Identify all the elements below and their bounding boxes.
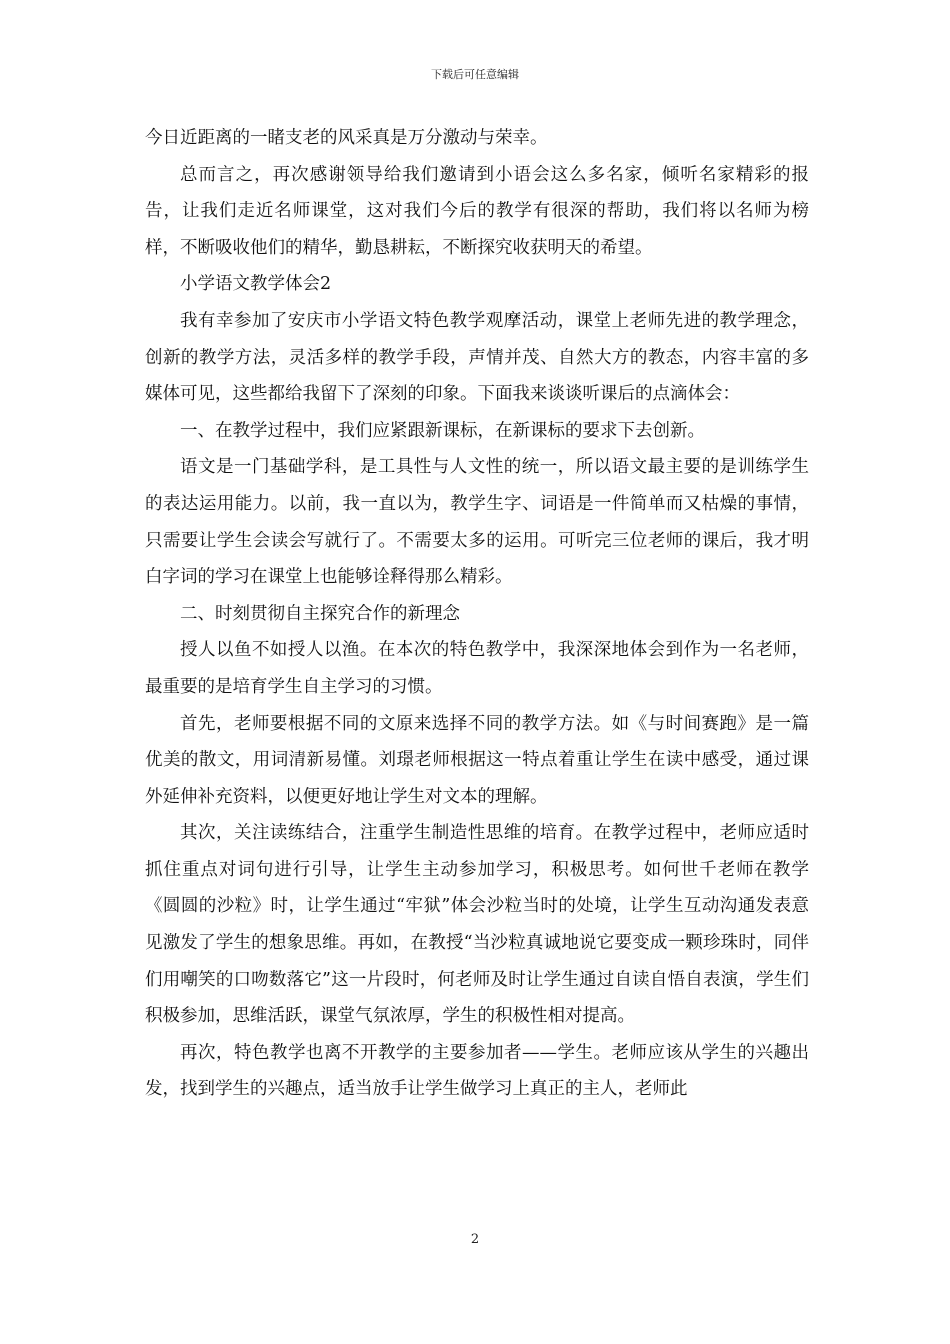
paragraph: 授人以鱼不如授人以渔。在本次的特色教学中，我深深地体会到作为一名老师，最重要的是培育学生自主学习的习惯。: [145, 640, 809, 697]
paragraph: 总而言之，再次感谢领导给我们邀请到小语会这么多名家，倾听名家精彩的报告，让我们走近名师课堂，这对我们今后的教学有很深的帮助，我们将以名师为榜样，不断吸收他们的精华，勤恳耕耘，不断探究收获明天的希望。: [145, 164, 809, 258]
document-body: [145, 120, 809, 1108]
paragraph: 语文是一门基础学科，是工具性与人文性的统一，所以语文最主要的是训练学生的表达运用能力。以前，我一直以为，教学生字、词语是一件简单而又枯燥的事情，只需要让学生会读会写就行了。不需要太多的运用。可听完三位老师的课后，我才明白字词的学习在课堂上也能够诠释得那么精彩。: [145, 457, 809, 588]
paragraph: 其次，关注读练结合，注重学生制造性思维的培育。在教学过程中，老师应适时抓住重点对词句进行引导，让学生主动参加学习，积极思考。如何世千老师在教学《圆圆的沙粒》时，让学生通过“牢狱”体会沙粒当时的处境，让学生互动沟通发表意见激发了学生的想象思维。再如，在教授“当沙粒真诚地说它要变成一颗珍珠时，同伴们用嘲笑的口吻数落它”这一片段时，何老师及时让学生通过自读自悟自表演，学生们积极参加，思维活跃，课堂气氛浓厚，学生的积极性相对提高。: [145, 823, 809, 1027]
paragraph: 再次，特色教学也离不开教学的主要参加者——学生。老师应该从学生的兴趣出发，找到学生的兴趣点，适当放手让学生做学习上真正的主人，老师此: [145, 1042, 809, 1100]
paragraph: 首先，老师要根据不同的文原来选择不同的教学方法。如《与时间赛跑》是一篇优美的散文，用词清新易懂。刘璟老师根据这一特点着重让学生在读中感受，通过课外延伸补充资料，以便更好地让学生对文本的理解。: [145, 713, 809, 807]
paragraph: 今日近距离的一睹支老的风采真是万分激动与荣幸。: [145, 128, 548, 148]
section-title: 小学语文教学体会2: [180, 274, 332, 295]
section-heading: 二、时刻贯彻自主探究合作的新理念: [180, 603, 460, 624]
page-number: 2: [470, 1232, 480, 1247]
paragraph: 我有幸参加了安庆市小学语文特色教学观摩活动，课堂上老师先进的教学理念，创新的教学方法，灵活多样的教学手段，声情并茂、自然大方的教态，内容丰富的多媒体可见，这些都给我留下了深刻的印象。下面我来谈谈听课后的点滴体会：: [145, 310, 809, 405]
section-heading: 一、在教学过程中，我们应紧跟新课标，在新课标的要求下去创新。: [180, 420, 705, 441]
page-header: 下载后可任意编辑: [431, 68, 519, 81]
